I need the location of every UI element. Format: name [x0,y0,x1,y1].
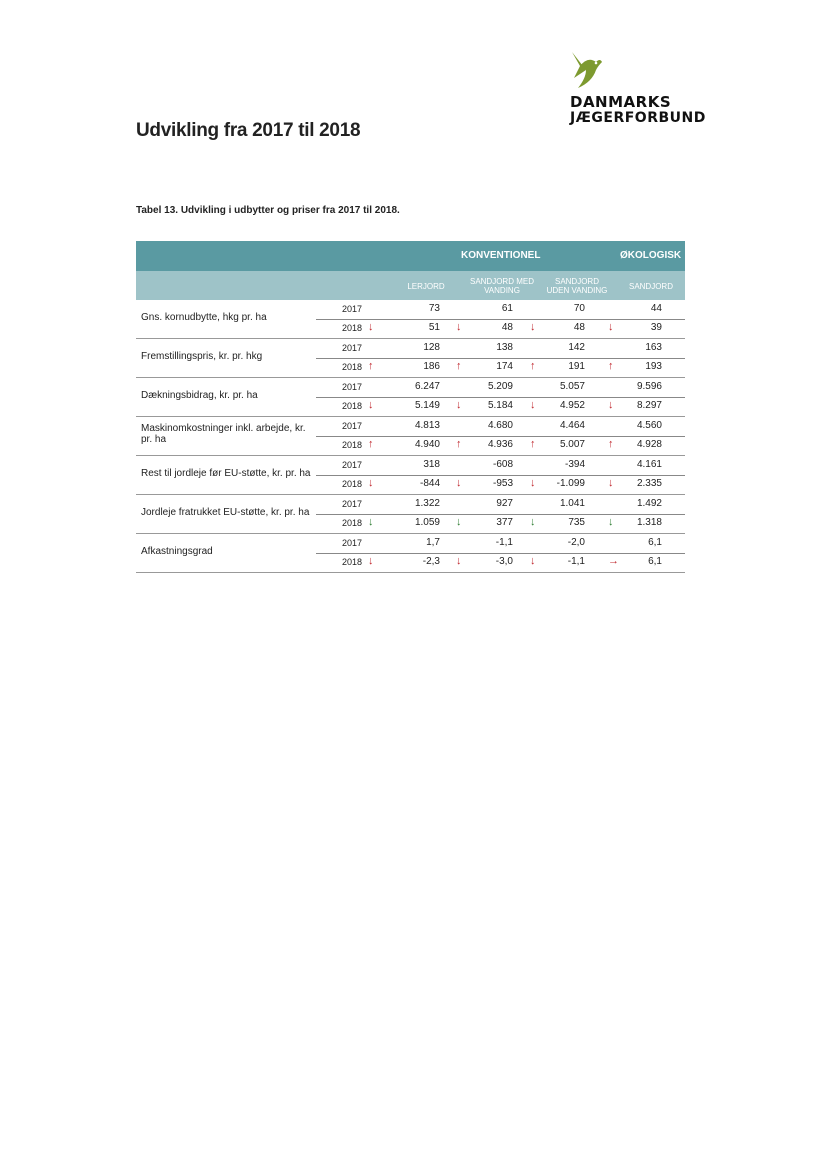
cell-value: 377 [496,517,513,528]
cell-value: 5.184 [487,400,513,411]
header-sandjord-okologisk: SANDJORD [628,282,673,291]
arrow-down-icon: ↓ [608,399,614,411]
cell-value: 8.297 [636,400,662,411]
year-label: 2018 [342,518,363,528]
table-row [316,300,685,320]
header-konventionel: KONVENTIONEL [461,250,541,261]
row-label: Rest til jordleje før EU-støtte, kr. pr. ha [141,468,311,479]
header-sandjord-med-vanding-l2: VANDING [484,286,520,295]
year-label: 2018 [342,479,363,489]
cell-value: 4.813 [414,420,440,431]
page-title: Udvikling fra 2017 til 2018 [136,120,361,141]
year-label: 2017 [342,382,363,392]
arrow-down-icon: ↓ [456,321,462,333]
year-label: 2018 [342,557,363,567]
cell-value: 186 [423,361,440,372]
table-row [316,475,685,494]
cell-value: 138 [496,342,513,353]
year-label: 2017 [342,343,363,353]
danmarks-jaegerforbund-logo [566,48,706,128]
cell-value: 51 [428,322,440,333]
table-header-groups [136,241,685,271]
cell-value: 6.247 [414,381,440,392]
arrow-up-icon: ↑ [456,438,462,450]
table-row [316,378,685,398]
cell-value: 174 [496,361,513,372]
cell-value: -1,1 [495,537,513,548]
arrow-up-icon: ↑ [456,360,462,372]
cell-value: 70 [573,303,585,314]
table-row [316,534,685,554]
arrow-up-icon: ↑ [368,360,374,372]
logo-line-2: JÆGERFORBUND [570,110,706,126]
row-label: Fremstillingspris, kr. pr. hkg [141,351,263,362]
cell-value: 318 [423,459,440,470]
cell-value: 4.936 [487,439,513,450]
cell-value: 1.041 [559,498,585,509]
cell-value: 4.940 [414,439,440,450]
cell-value: 4.680 [487,420,513,431]
cell-value: 1.492 [636,498,662,509]
cell-value: 73 [428,303,440,314]
cell-value: 4.464 [559,420,585,431]
cell-value: 4.928 [636,439,662,450]
arrow-up-icon: ↑ [530,438,536,450]
cell-value: 128 [423,342,440,353]
header-sandjord-uden-vanding-l1: SANDJORD [554,277,599,286]
table-row [316,339,685,359]
table-row-group [136,495,685,534]
cell-value: 193 [645,361,662,372]
arrow-right-icon: → [608,555,619,567]
cell-value: -1,1 [567,556,585,567]
cell-value: 2.335 [636,478,662,489]
arrow-down-icon: ↓ [608,321,614,333]
cell-value: 163 [645,342,662,353]
logo-line-1: DANMARKS [570,93,672,111]
year-label: 2018 [342,401,363,411]
year-label: 2017 [342,538,363,548]
cell-value: 1.322 [414,498,440,509]
cell-value: -608 [492,459,513,470]
cell-value: 191 [568,361,585,372]
cell-value: 4.952 [559,400,585,411]
table-row [316,397,685,416]
cell-value: 6,1 [648,537,662,548]
arrow-down-icon: ↓ [456,477,462,489]
cell-value: 5.209 [487,381,513,392]
arrow-down-icon: ↓ [456,399,462,411]
arrow-down-icon: ↓ [456,555,462,567]
header-okologisk: ØKOLOGISK [620,250,682,261]
table-row-group [136,534,685,573]
cell-value: 5.149 [414,400,440,411]
row-label: Gns. kornudbytte, hkg pr. ha [141,312,267,323]
cell-value: -2,3 [422,556,440,567]
row-label: Jordleje fratrukket EU-støtte, kr. pr. ha [141,507,310,518]
cell-value: 61 [501,303,513,314]
table-row [316,553,685,572]
year-label: 2017 [342,460,363,470]
arrow-down-icon: ↓ [530,321,536,333]
table-row [316,495,685,515]
year-label: 2018 [342,362,363,372]
table-row [316,514,685,533]
cell-value: 48 [573,322,585,333]
cell-value: 1,7 [426,537,440,548]
cell-value: 44 [650,303,662,314]
arrow-down-icon: ↓ [368,555,374,567]
cell-value: 48 [501,322,513,333]
results-table [136,241,685,573]
arrow-down-icon: ↓ [368,516,374,528]
cell-value: 5.007 [559,439,585,450]
header-sandjord-med-vanding-l1: SANDJORD MED [469,277,534,286]
table-row [316,456,685,476]
cell-value: -1.099 [556,478,585,489]
table-row [316,417,685,437]
arrow-down-icon: ↓ [608,516,614,528]
arrow-down-icon: ↓ [530,516,536,528]
cell-value: 5.057 [559,381,585,392]
table-row [316,436,685,455]
cell-value: 927 [496,498,513,509]
duck-icon [566,48,606,94]
table-row-group [136,456,685,495]
table-caption: Tabel 13. Udvikling i udbytter og priser fra 2017 til 2018. [136,205,400,216]
row-label: Afkastningsgrad [141,546,213,557]
cell-value: 4.161 [636,459,662,470]
header-sandjord-uden-vanding-l2: UDEN VANDING [546,286,608,295]
arrow-down-icon: ↓ [530,477,536,489]
cell-value: 9.596 [636,381,662,392]
arrow-down-icon: ↓ [368,477,374,489]
cell-value: 1.059 [414,517,440,528]
cell-value: 142 [568,342,585,353]
header-sandjord-med-vanding [464,277,540,295]
table-row [316,319,685,338]
arrow-down-icon: ↓ [368,321,374,333]
arrow-up-icon: ↑ [530,360,536,372]
year-label: 2017 [342,421,363,431]
arrow-up-icon: ↑ [608,360,614,372]
cell-value: -3,0 [495,556,513,567]
header-sandjord-uden-vanding [539,277,615,295]
arrow-down-icon: ↓ [368,399,374,411]
cell-value: 735 [568,517,585,528]
table-body [136,300,685,573]
cell-value: -953 [492,478,513,489]
table-row-group [136,417,685,456]
arrow-up-icon: ↑ [608,438,614,450]
cell-value: 1.318 [636,517,662,528]
cell-value: -394 [564,459,585,470]
arrow-down-icon: ↓ [530,555,536,567]
arrow-down-icon: ↓ [530,399,536,411]
table-row-group [136,339,685,378]
table-row [316,358,685,377]
row-label: Dækningsbidrag, kr. pr. ha [141,390,258,401]
row-label: Maskinomkostninger inkl. arbejde, kr. pr. ha [141,423,306,445]
cell-value: -844 [419,478,440,489]
table-row-group [136,378,685,417]
year-label: 2018 [342,440,363,450]
cell-value: 39 [650,322,662,333]
year-label: 2018 [342,323,363,333]
cell-value: 4.560 [636,420,662,431]
cell-value: 6,1 [648,556,662,567]
table-row-group [136,300,685,339]
arrow-down-icon: ↓ [608,477,614,489]
year-label: 2017 [342,304,363,314]
table-header-columns [136,271,685,300]
header-lerjord: LERJORD [407,282,445,291]
year-label: 2017 [342,499,363,509]
cell-value: -2,0 [567,537,585,548]
arrow-down-icon: ↓ [456,516,462,528]
arrow-up-icon: ↑ [368,438,374,450]
